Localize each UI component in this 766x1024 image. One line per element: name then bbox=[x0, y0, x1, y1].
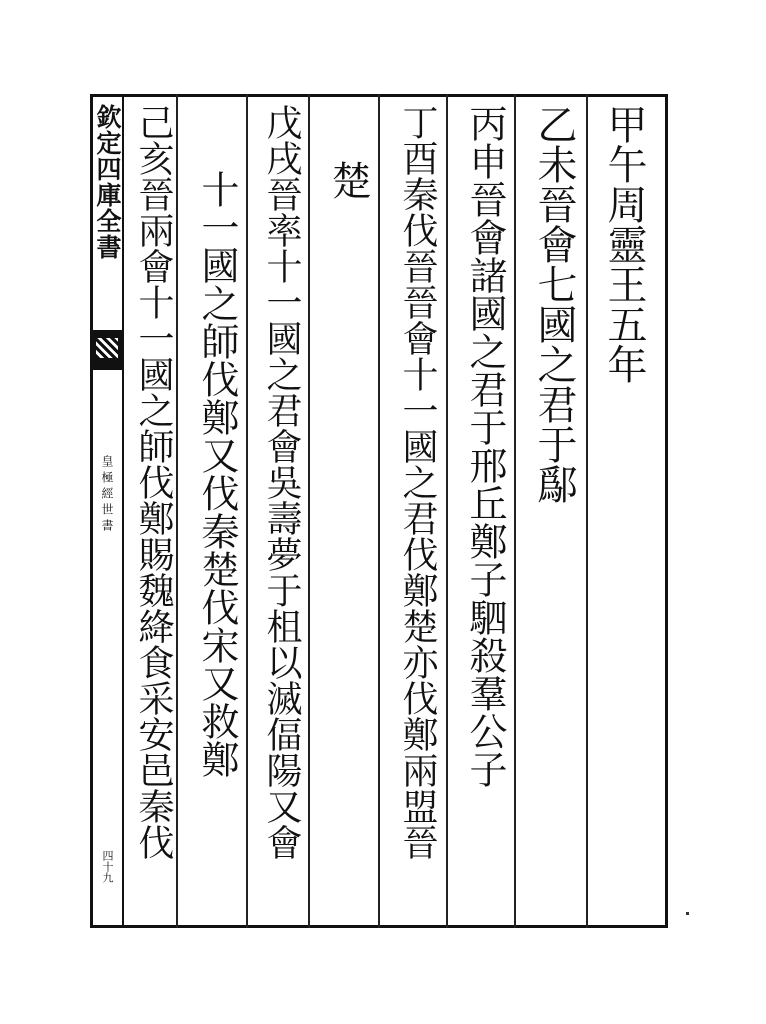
column-rule bbox=[514, 94, 516, 928]
column-rule bbox=[586, 94, 588, 928]
text-column-1: 甲午周靈王五年 bbox=[601, 104, 647, 384]
speck bbox=[686, 912, 689, 915]
text-column-6: 戊戌晉率十一國之君會吳壽夢于柤以滅偪陽又會 bbox=[261, 104, 302, 860]
text-column-8: 己亥晉兩會十一國之師伐鄭賜魏絳食采安邑秦伐 bbox=[133, 104, 174, 860]
book-title: 欽定四庫全書 bbox=[93, 104, 122, 260]
text-column-4: 丁酉秦伐晉晉會十一國之君伐鄭楚亦伐鄭兩盟晉 bbox=[397, 104, 438, 860]
column-rule bbox=[308, 94, 310, 928]
text-column-3: 丙申晉會諸國之君于邢丘鄭子駟殺羣公子 bbox=[463, 104, 507, 788]
fish-tail-mark bbox=[92, 330, 122, 370]
text-column-7: 十一國之師伐鄭又伐秦楚伐宋又救鄭 bbox=[195, 170, 239, 778]
column-rule bbox=[378, 94, 380, 928]
column-rule bbox=[446, 94, 448, 928]
text-column-2: 乙未晉會七國之君于鄬 bbox=[531, 104, 577, 504]
column-rule bbox=[246, 94, 248, 928]
book-subtitle: 皇極經世書 bbox=[100, 455, 114, 535]
page-number: 四十九 bbox=[101, 850, 114, 883]
text-column-5: 楚 bbox=[325, 160, 371, 200]
